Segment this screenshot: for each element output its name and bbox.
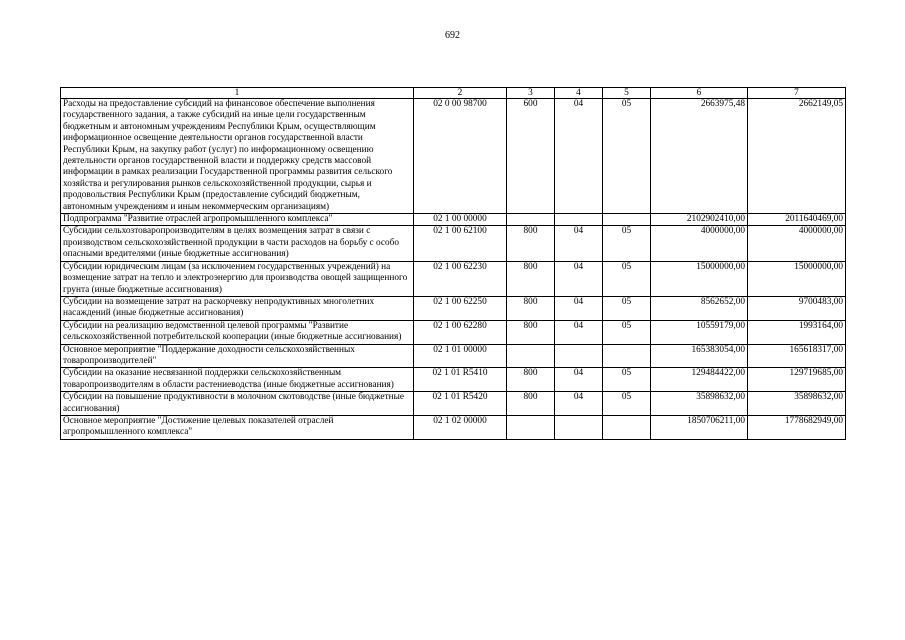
row-sum1-cell: 1850706211,00 [651,415,748,439]
row-col4-cell: 04 [555,261,603,296]
row-name-cell: Субсидии на оказание несвязанной поддержки сельскохозяйственным товаропроизводителям в области растениеводства (иные бюджетные ассигнования) [61,368,414,392]
row-col3-cell [507,415,555,439]
row-sum1-cell: 165383054,00 [651,344,748,368]
row-col4-cell: 04 [555,368,603,392]
row-sum1-cell: 35898632,00 [651,392,748,416]
column-header-2: 2 [414,88,507,99]
table-row [61,320,846,344]
column-header-6: 6 [651,88,748,99]
row-name-cell: Субсидии сельхозтоваропроизводителям в целях возмещения затрат в связи с производством сельскохозяйственной продукции в части расходов на борьбу с особо опасными вредителями (иные бюджетные ассигнования) [61,226,414,261]
row-col5-cell [603,344,651,368]
budget-table [60,87,846,440]
row-col4-cell: 04 [555,226,603,261]
row-col4-cell [555,214,603,226]
table-row [61,392,846,416]
table-row [61,296,846,320]
row-sum2-cell: 1993164,00 [748,320,846,344]
row-col4-cell: 04 [555,99,603,214]
row-col5-cell: 05 [603,261,651,296]
row-sum2-cell: 129719685,00 [748,368,846,392]
row-col3-cell: 800 [507,320,555,344]
row-name-cell: Расходы на предоставление субсидий на финансовое обеспечение выполнения государственного задания, а также субсидий на иные цели государственным бюджетным и автономным учреждениям Республики Крым, осуществляющим информационное освещение деятельности органов государственной власти Республики Крым, на закупку работ (услуг) по информационному освещению деятельности органов государственной власти и поддержку средств массовой информации в рамках реализации Государственной программы развития сельского хозяйства и регулирования рынков сельскохозяйственной продукции, сырья и продовольствия Республики Крым (предоставление субсидий бюджетным, автономным учреждениям и иным некоммерческим организациям) [61,99,414,214]
table-row [61,344,846,368]
row-col5-cell: 05 [603,99,651,214]
row-sum2-cell: 4000000,00 [748,226,846,261]
table-row [61,368,846,392]
row-sum2-cell: 35898632,00 [748,392,846,416]
row-col3-cell: 800 [507,226,555,261]
row-col5-cell: 05 [603,296,651,320]
table-row [61,261,846,296]
row-col3-cell: 800 [507,296,555,320]
row-col3-cell: 600 [507,99,555,214]
row-sum1-cell: 2663975,48 [651,99,748,214]
row-name-cell: Подпрограмма "Развитие отраслей агропромышленного комплекса" [61,214,414,226]
page-number: 692 [445,30,460,41]
row-sum2-cell: 9700483,00 [748,296,846,320]
row-col3-cell [507,344,555,368]
row-code-cell: 02 0 00 98700 [414,99,507,214]
header-row [61,88,846,99]
row-col4-cell: 04 [555,296,603,320]
table-body [61,99,846,440]
row-col4-cell: 04 [555,320,603,344]
row-col4-cell [555,415,603,439]
row-name-cell: Субсидии на реализацию ведомственной целевой программы "Развитие сельскохозяйственной потребительской кооперации (иные бюджетные ассигнования) [61,320,414,344]
column-header-7: 7 [748,88,846,99]
row-name-cell: Основное мероприятие "Достижение целевых показателей отраслей агропромышленного комплекса" [61,415,414,439]
table-row [61,415,846,439]
table-row [61,99,846,214]
row-col4-cell [555,344,603,368]
row-sum1-cell: 129484422,00 [651,368,748,392]
row-name-cell: Субсидии на возмещение затрат на раскорчевку непродуктивных многолетних насаждений (иные бюджетные ассигнования) [61,296,414,320]
row-sum2-cell: 15000000,00 [748,261,846,296]
row-name-cell: Субсидии юридическим лицам (за исключением государственных учреждений) на возмещение затрат на тепло и электроэнергию для производства овощей защищенного грунта (иные бюджетные ассигнования) [61,261,414,296]
row-col5-cell [603,415,651,439]
row-code-cell: 02 1 00 62100 [414,226,507,261]
row-sum1-cell: 4000000,00 [651,226,748,261]
row-code-cell: 02 1 00 62250 [414,296,507,320]
row-col5-cell [603,214,651,226]
row-sum2-cell: 2662149,05 [748,99,846,214]
column-header-5: 5 [603,88,651,99]
column-header-3: 3 [507,88,555,99]
table-row [61,214,846,226]
row-col5-cell: 05 [603,320,651,344]
row-col5-cell: 05 [603,392,651,416]
row-code-cell: 02 1 00 00000 [414,214,507,226]
row-sum2-cell: 2011640469,00 [748,214,846,226]
row-code-cell: 02 1 00 62280 [414,320,507,344]
row-col5-cell: 05 [603,368,651,392]
row-code-cell: 02 1 01 R5420 [414,392,507,416]
row-code-cell: 02 1 01 R5410 [414,368,507,392]
row-sum2-cell: 165618317,00 [748,344,846,368]
row-sum1-cell: 10559179,00 [651,320,748,344]
row-sum2-cell: 1778682949,00 [748,415,846,439]
row-sum1-cell: 2102902410,00 [651,214,748,226]
row-col4-cell: 04 [555,392,603,416]
row-col5-cell: 05 [603,226,651,261]
row-col3-cell: 800 [507,392,555,416]
row-code-cell: 02 1 02 00000 [414,415,507,439]
row-name-cell: Основное мероприятие "Поддержание доходности сельскохозяйственных товаропроизводителей" [61,344,414,368]
row-sum1-cell: 15000000,00 [651,261,748,296]
column-header-1: 1 [61,88,414,99]
column-header-4: 4 [555,88,603,99]
table-row [61,226,846,261]
row-code-cell: 02 1 00 62230 [414,261,507,296]
row-col3-cell [507,214,555,226]
row-col3-cell: 800 [507,261,555,296]
row-name-cell: Субсидии на повышение продуктивности в молочном скотоводстве (иные бюджетные ассигнования) [61,392,414,416]
row-sum1-cell: 8562652,00 [651,296,748,320]
row-col3-cell: 800 [507,368,555,392]
row-code-cell: 02 1 01 00000 [414,344,507,368]
